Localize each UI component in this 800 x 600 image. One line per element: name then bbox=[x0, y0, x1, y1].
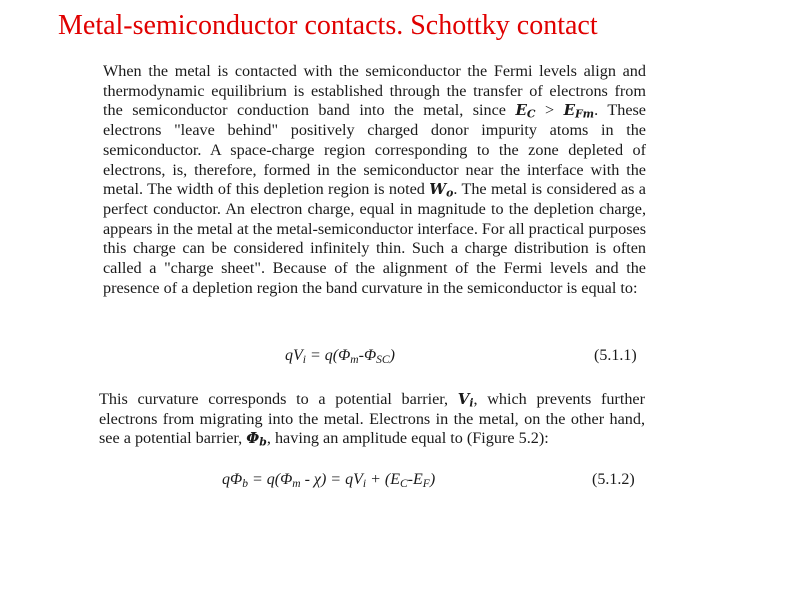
paragraph-barrier bbox=[99, 390, 645, 449]
equation-5-1-2: $q\Phi_b = q(\Phi_m - \chi) = qV_i + (E_C-E_F)$ bbox=[222, 471, 436, 490]
symbol-ec: $E_C$ bbox=[515, 101, 536, 122]
text-segment: , having an amplitude equal to (Figure 5.2): bbox=[266, 429, 549, 448]
equation-number-5-1-1: (5.1.1) bbox=[594, 347, 637, 364]
symbol-wo: $W_o$ bbox=[429, 180, 454, 200]
text-segment: , which prevents further electrons from migrating into the metal. Electrons in the metal, on the other hand, see a potential barrier, bbox=[99, 390, 645, 448]
text-segment: . These electrons "leave behind" positively charged donor impurity atoms in the semiconductor. A space-charge region corresponding to the zone depleted of electrons, is, therefore, formed in the semiconductor near the interface with the metal. The width of this depletion region is noted bbox=[103, 101, 646, 199]
symbol-efm: $E_{Fm}$ bbox=[563, 101, 595, 122]
slide-title: Metal-semiconductor contacts. Schottky contact bbox=[58, 10, 598, 41]
equation-number-5-1-2: (5.1.2) bbox=[592, 471, 635, 488]
text-segment: When the metal is contacted with the semiconductor the Fermi levels align and thermodynamic equilibrium is established through the transfer of electrons from the semiconductor conduction band into the metal, since bbox=[103, 62, 646, 120]
symbol-vi: $V_i$ bbox=[457, 390, 474, 410]
paragraph-intro bbox=[103, 62, 646, 298]
symbol-phi-b: $\Phi_b$ bbox=[246, 429, 267, 450]
text-segment: . The metal is considered as a perfect conductor. An electron charge, equal in magnitude to the depletion charge, appears in the metal at the metal-semiconductor interface. For all practical purposes this charge can be considered infinitely thin. Such a charge distribution is often called a "charge sheet". Because of the alignment of the Fermi levels and the presence of a depletion region the band curvature in the semiconductor is equal to: bbox=[103, 180, 646, 297]
text-segment: This curvature corresponds to a potential barrier, bbox=[99, 390, 458, 408]
equation-5-1-1: $qV_i = q(\Phi_m-\Phi_{SC})$ bbox=[285, 347, 395, 366]
text-segment: > bbox=[535, 101, 564, 120]
